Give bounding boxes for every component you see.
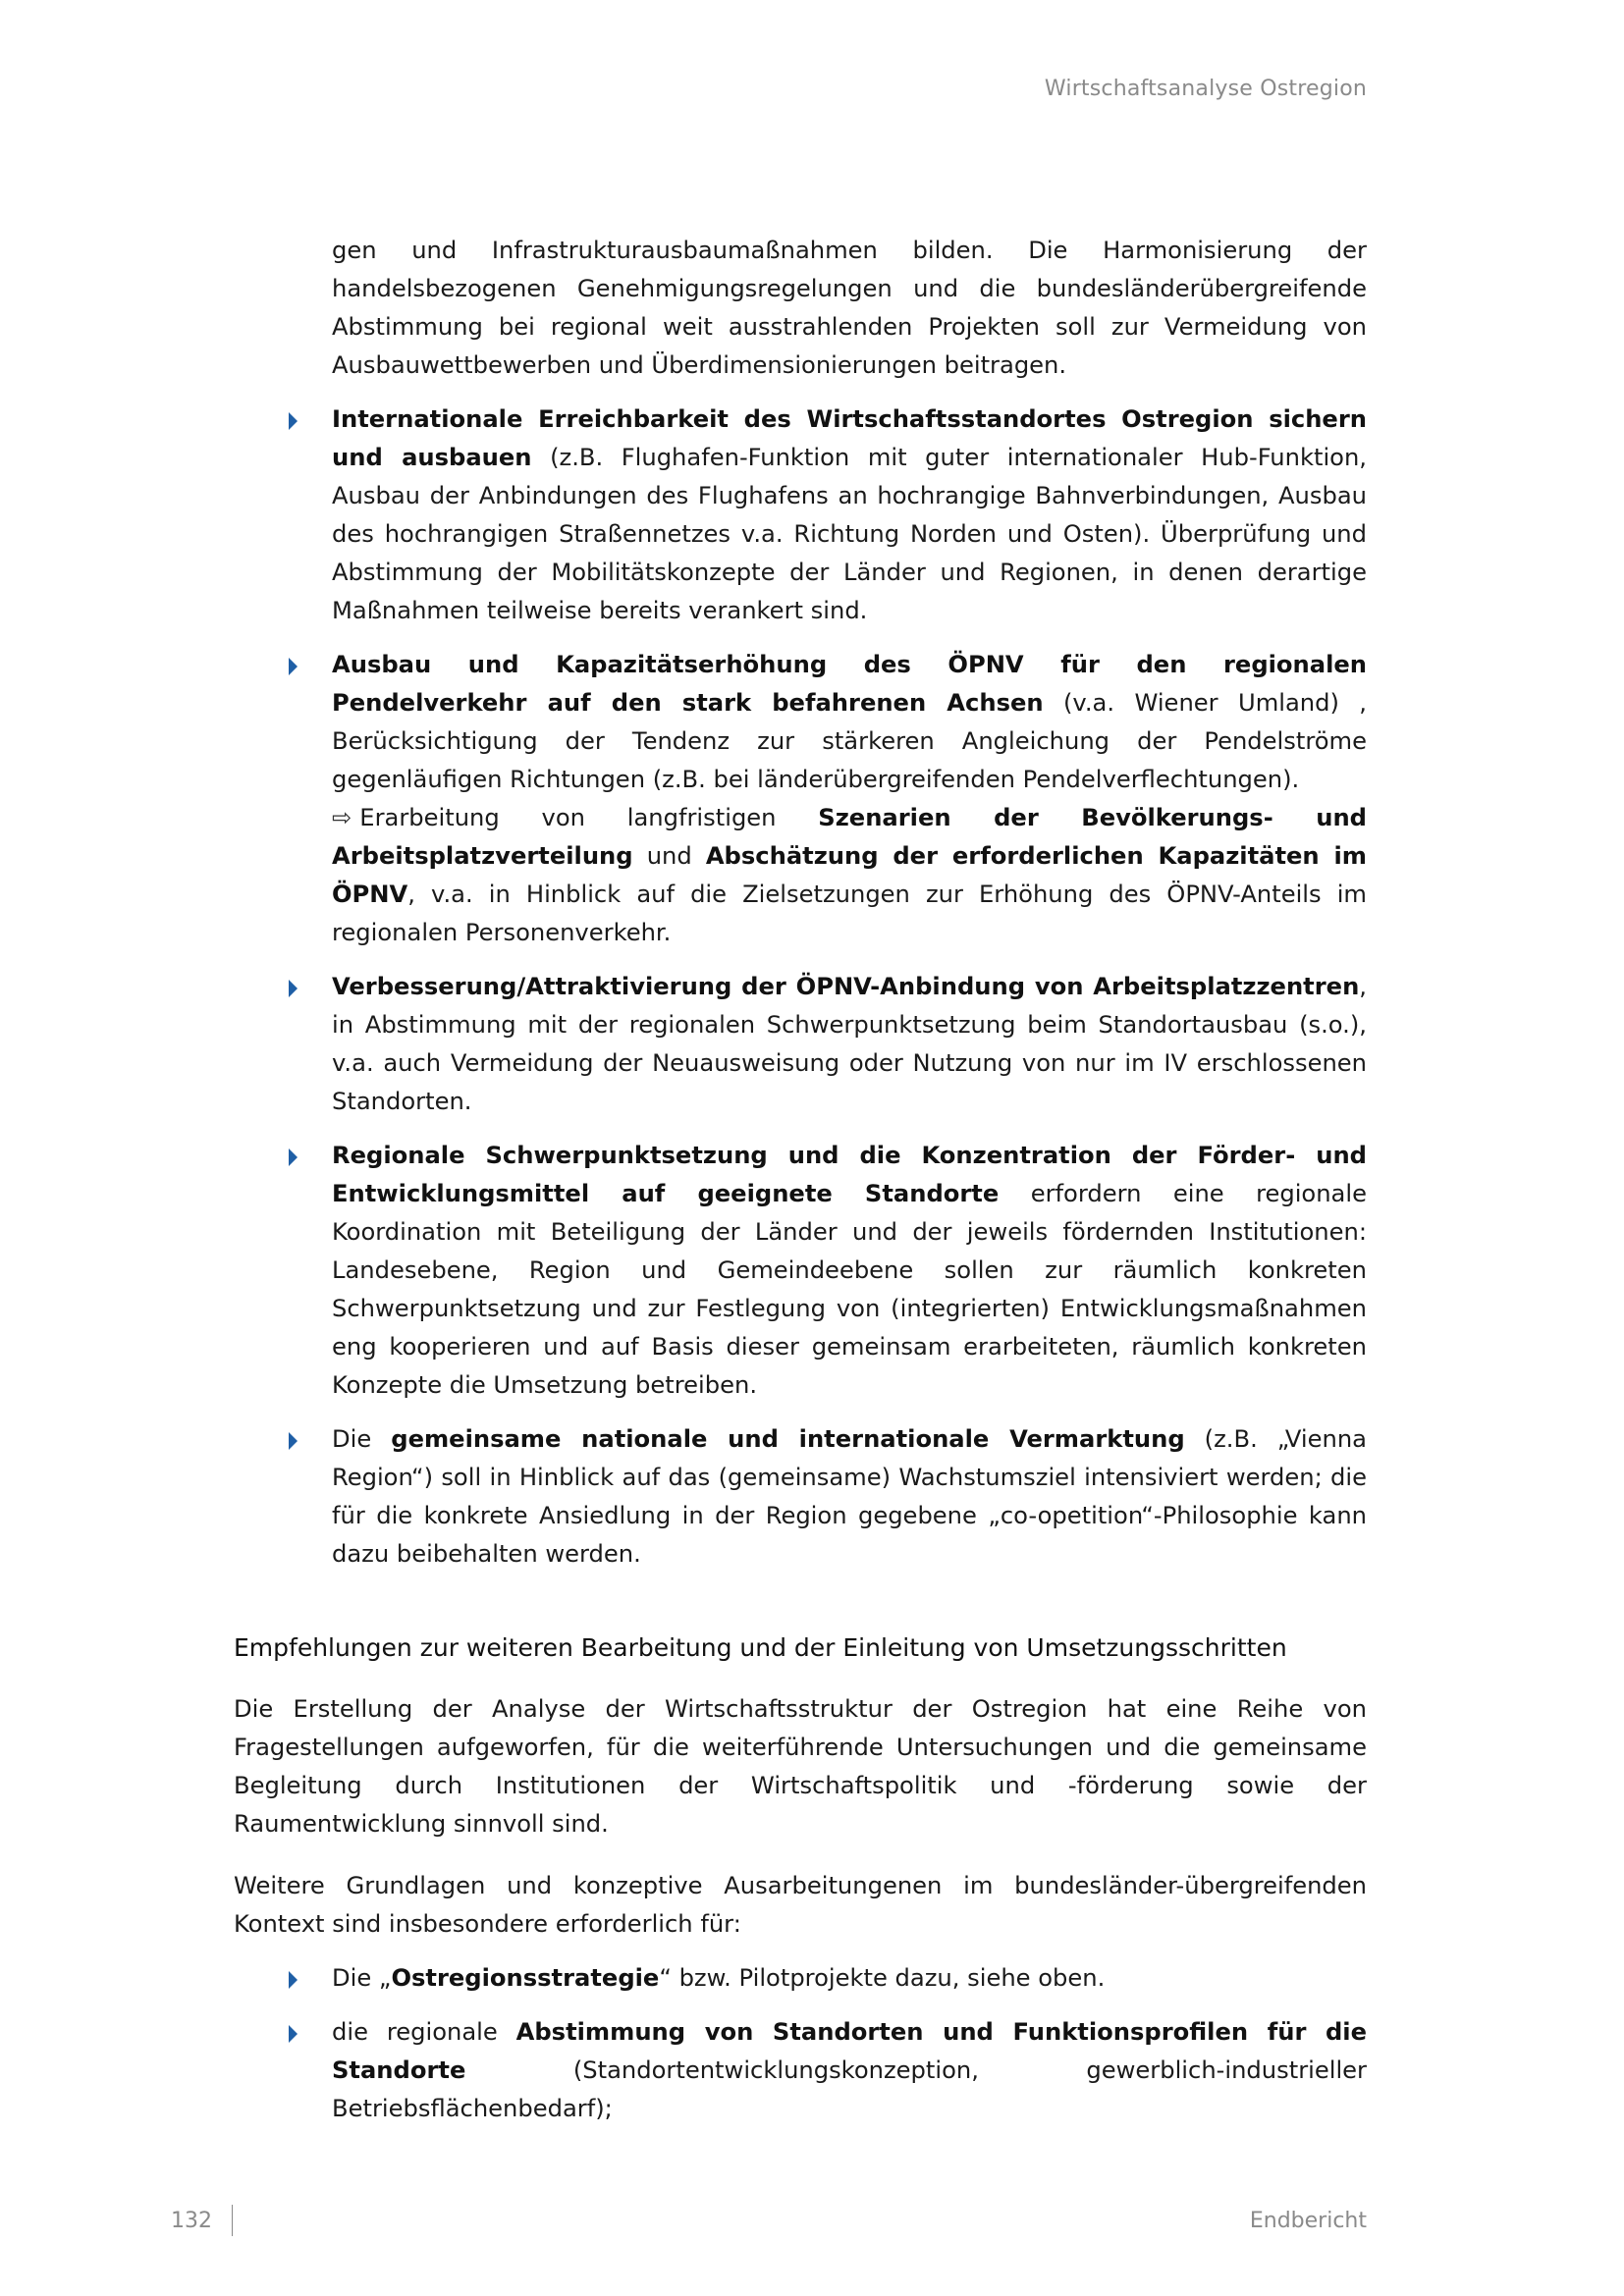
sub-point-text: , v.a. in Hinblick auf die Zielsetzungen zur Erhöhung des ÖPNV-Anteils im regionalen Personenverkehr. xyxy=(332,881,1367,946)
triangle-bullet-icon xyxy=(289,980,298,997)
sub-point-emphasis: Abschätzung der erforderlichen Kapazitäten im ÖPNV xyxy=(332,842,1367,908)
bullet-emphasis: Ausbau und Kapazitätserhöhung des ÖPNV für den regionalen Pendelverkehr auf den stark befahrenen Achsen xyxy=(332,651,1367,717)
list-item xyxy=(332,1137,1367,1405)
bullet-text: (Standortentwicklungskonzeption, gewerblich-industrieller Betriebsflächenbedarf); xyxy=(332,2056,1367,2122)
list-item xyxy=(332,1959,1367,1998)
bullet-text: (z.B. Flughafen-Funktion mit guter internationaler Hub-Funktion, Ausbau der Anbindungen des Flughafens an hochrangige Bahnverbindungen, Ausbau des hochrangigen Straßennetzes v.a. Richtung Norden und Osten). Überprüfung und Abstimmung der Mobilitätskonzepte der Länder und Regionen, in denen derartige Maßnahmen teilweise bereits verankert sind. xyxy=(332,444,1367,624)
sub-point xyxy=(332,799,1367,952)
footer-divider xyxy=(232,2205,233,2236)
sub-point-text: und xyxy=(632,842,706,870)
list-item xyxy=(332,968,1367,1121)
arrow-right-icon: ⇨ xyxy=(332,804,352,831)
requirements-list xyxy=(234,1959,1367,2128)
bullet-emphasis: Regionale Schwerpunktsetzung und die Konzentration der Förder- und Entwicklungsmittel auf geeignete Standorte xyxy=(332,1142,1367,1207)
bullet-text: Die „ xyxy=(332,1964,392,1992)
bullet-text: (z.B. „Vienna Region“) soll in Hinblick auf das (gemeinsame) Wachstumsziel intensiviert werden; die für die konkrete Ansiedlung in der Region gegebene „co-opetition“-Philosophie kann dazu beibehalten werden. xyxy=(332,1425,1367,1568)
bullet-emphasis: Verbesserung/Attraktivierung der ÖPNV-Anbindung von Arbeitsplatzzentren xyxy=(332,973,1360,1000)
running-header: Wirtschaftsanalyse Ostregion xyxy=(1044,77,1367,101)
bullet-text: (v.a. Wiener Umland) , Berücksichtigung der Tendenz zur stärkeren Angleichung der Pendelströme gegenläufigen Richtungen (z.B. bei länderübergreifenden Pendelverflechtungen). xyxy=(332,689,1367,793)
triangle-bullet-icon xyxy=(289,1432,298,1450)
bullet-emphasis: Internationale Erreichbarkeit des Wirtschaftsstandortes Ostregion sichern und ausbauen xyxy=(332,405,1367,471)
bullet-text: Die xyxy=(332,1425,392,1453)
intro-paragraph: gen und Infrastrukturausbaumaßnahmen bilden. Die Harmonisierung der handelsbezogenen Genehmigungsregelungen und die bundesländerübergreifende Abstimmung bei regional weit ausstrahlenden Projekten soll zur Vermeidung von Ausbauwettbewerben und Überdimensionierungen beitragen. xyxy=(332,237,1367,379)
section-paragraph: Die Erstellung der Analyse der Wirtschaftsstruktur der Ostregion hat eine Reihe von Fragestellungen aufgeworfen, für die weiterführende Untersuchungen und die gemeinsame Begleitung durch Institutionen der Wirtschaftspolitik und -förderung sowie der Raumentwicklung sinnvoll sind. xyxy=(234,1695,1367,1838)
section-paragraph: Weitere Grundlagen und konzeptive Ausarbeitungenen im bundesländer-übergreifenden Kontext sind insbesondere erforderlich für: xyxy=(234,1872,1367,1938)
triangle-bullet-icon xyxy=(289,1148,298,1166)
list-item xyxy=(332,400,1367,630)
bullet-emphasis: Ostregionsstrategie xyxy=(391,1964,660,1992)
bullet-text: , in Abstimmung mit der regionalen Schwerpunktsetzung beim Standortausbau (s.o.), v.a. auch Vermeidung der Neuausweisung oder Nutzung von nur im IV erschlossenen Standorten. xyxy=(332,973,1367,1115)
bullet-emphasis: Abstimmung von Standorten und Funktionsprofilen für die Standorte xyxy=(332,2018,1368,2084)
main-content xyxy=(234,232,1367,2128)
bullet-emphasis: gemeinsame nationale und internationale Vermarktung xyxy=(391,1425,1185,1453)
list-item xyxy=(332,2013,1367,2128)
triangle-bullet-icon xyxy=(289,658,298,675)
section-heading: Empfehlungen zur weiteren Bearbeitung und der Einleitung von Umsetzungsschritten xyxy=(234,1633,1287,1662)
triangle-bullet-icon xyxy=(289,412,298,430)
page-footer xyxy=(171,2209,1367,2238)
footer-label: Endbericht xyxy=(1249,2209,1367,2233)
bullet-text: erfordern eine regionale Koordination mit Beteiligung der Länder und der jeweils fördernden Institutionen: Landesebene, Region und Gemeindeebene sollen zur räumlich konkreten Schwerpunktsetzung und zur Festlegung von (integrierten) Entwicklungsmaßnahmen eng kooperieren und auf Basis dieser gemeinsam erarbeiteten, räumlich konkreten Konzepte die Umsetzung betreiben. xyxy=(332,1180,1367,1399)
sub-point-text: Erarbeitung von langfristigen xyxy=(359,804,819,831)
list-item xyxy=(332,646,1367,952)
page-number: 132 xyxy=(171,2209,212,2233)
bullet-text: “ bzw. Pilotprojekte dazu, siehe oben. xyxy=(659,1964,1106,1992)
list-item xyxy=(332,1420,1367,1574)
bullet-text: die regionale xyxy=(332,2018,516,2046)
triangle-bullet-icon xyxy=(289,1971,298,1989)
measures-list xyxy=(234,400,1367,1574)
triangle-bullet-icon xyxy=(289,2025,298,2043)
sub-point-emphasis: Szenarien der Bevölkerungs- und Arbeitsplatzverteilung xyxy=(332,804,1367,870)
